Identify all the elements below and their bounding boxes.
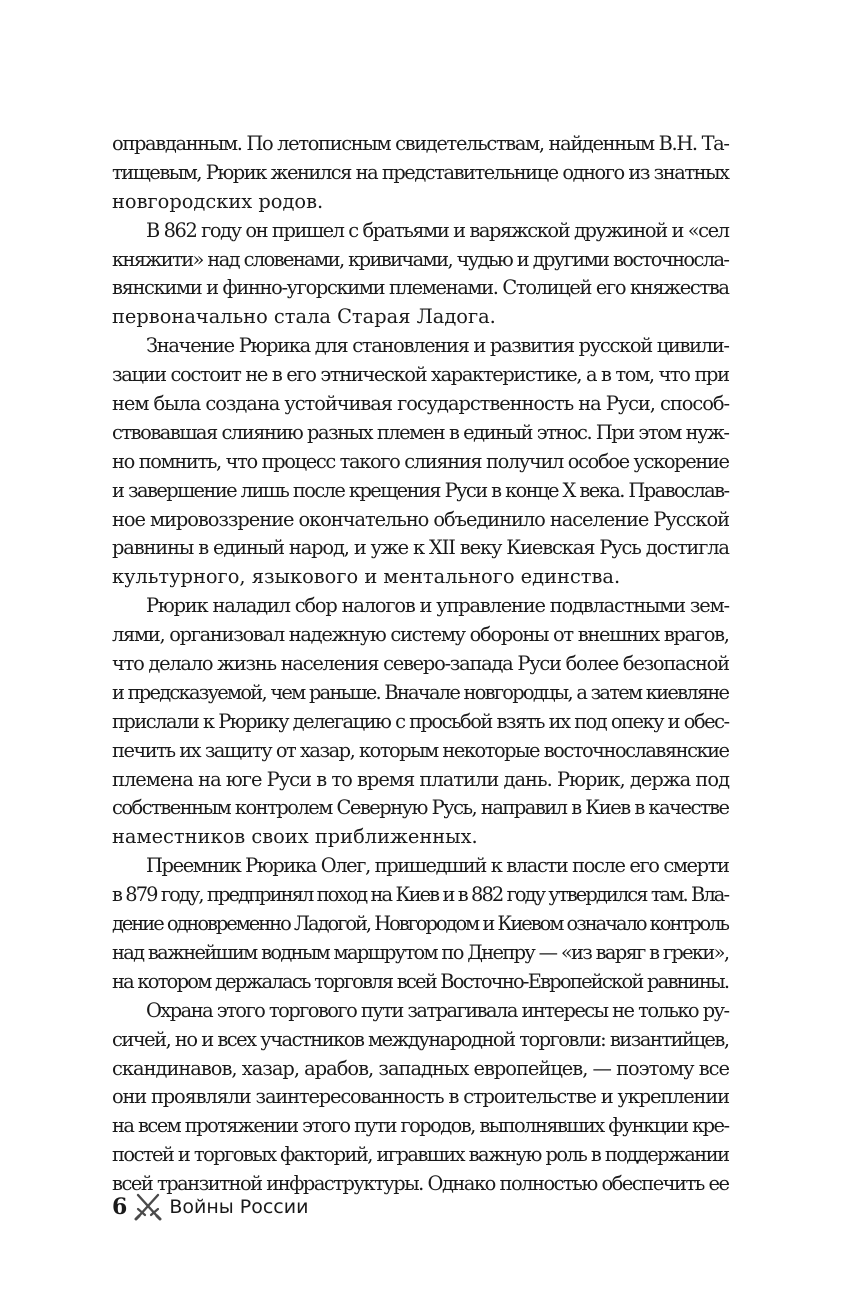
text-line: нем была создана устойчивая государственность на Руси, способ-: [112, 392, 729, 416]
text-line: что делало жизнь населения северо-запада Руси более безопасной: [112, 652, 729, 676]
text-line: прислали к Рюрику делегацию с просьбой взять их под опеку и обес-: [112, 709, 729, 733]
text-line: лями, организовал надежную систему обороны от внешних врагов,: [112, 623, 729, 647]
text-line: они проявляли заинтересованность в строительстве и укреплении: [112, 1085, 729, 1109]
text-line: Охрана этого торгового пути затрагивала интересы не только ру-: [146, 998, 729, 1022]
text-line: вянскими и финно-угорскими племенами. Столицей его княжества: [112, 276, 729, 300]
text-line: скандинавов, хазар, арабов, западных европейцев, — поэтому все: [112, 1056, 729, 1080]
text-line: ствовавшая слиянию разных племен в единый этнос. При этом нуж-: [112, 420, 729, 444]
text-line: на всем протяжении этого пути городов, выполнявших функции кре-: [112, 1114, 729, 1138]
text-line: Преемник Рюрика Олег, пришедший к власти после его смерти: [146, 854, 729, 878]
page-body: [112, 130, 730, 1199]
text-line: наместников своих приближенных.: [112, 825, 478, 849]
text-line: первоначально стала Старая Ладога.: [112, 305, 496, 329]
text-line: тищевым, Рюрик женился на представительнице одного из знатных: [112, 160, 729, 184]
text-line: зации состоит не в его этнической характеристике, а в том, что при: [112, 363, 729, 387]
book-title: Войны России: [169, 1196, 309, 1218]
page-footer: [112, 1192, 308, 1222]
text-line: равнины в единый народ, и уже к XII веку Киевская Русь достигла: [112, 536, 729, 560]
text-line: княжити» над словенами, кривичами, чудью и другими восточносла-: [112, 247, 729, 271]
text-line: В 862 году он пришел с братьями и варяжской дружиной и «сел: [146, 218, 729, 242]
text-line: культурного, языкового и ментального единства.: [112, 565, 621, 589]
text-line: на котором держалась торговля всей Восточно-Европейской равнины.: [112, 969, 729, 993]
text-line: и завершение лишь после крещения Руси в конце X века. Православ-: [112, 478, 729, 502]
text-line: постей и торговых факторий, игравших важную роль в поддержании: [112, 1143, 729, 1167]
text-line: Значение Рюрика для становления и развития русской цивили-: [146, 334, 729, 358]
text-line: оправданным. По летописным свидетельствам, найденным В.Н. Та-: [112, 132, 729, 155]
page-number: 6: [112, 1194, 128, 1220]
crossed-swords-icon: [133, 1192, 163, 1222]
text-line: Рюрик наладил сбор налогов и управление подвластными зем-: [146, 594, 729, 618]
text-line: и предсказуемой, чем раньше. Вначале новгородцы, а затем киевляне: [112, 680, 729, 704]
text-line: но помнить, что процесс такого слияния получил особое ускорение: [112, 449, 729, 473]
text-line: ное мировоззрение окончательно объединило население Русской: [112, 507, 729, 531]
text-line: дение одновременно Ладогой, Новгородом и Киевом означало контроль: [112, 912, 728, 936]
text-line: печить их защиту от хазар, которым некоторые восточнославянские: [112, 738, 729, 762]
text-line: в 879 году, предпринял поход на Киев и в 882 году утвердился там. Вла-: [112, 883, 729, 907]
text-line: над важнейшим водным маршрутом по Днепру — «из варяг в греки»,: [112, 940, 729, 964]
text-line: племена на юге Руси в то время платили дань. Рюрик, держа под: [112, 767, 730, 791]
text-line: сичей, но и всех участников международной торговли: византийцев,: [112, 1027, 729, 1051]
text-line: новгородских родов.: [112, 189, 324, 213]
text-line: всей транзитной инфраструктуры. Однако полностью обеспечить ее: [112, 1172, 729, 1196]
text-line: собственным контролем Северную Русь, направил в Киев в качестве: [112, 796, 729, 820]
